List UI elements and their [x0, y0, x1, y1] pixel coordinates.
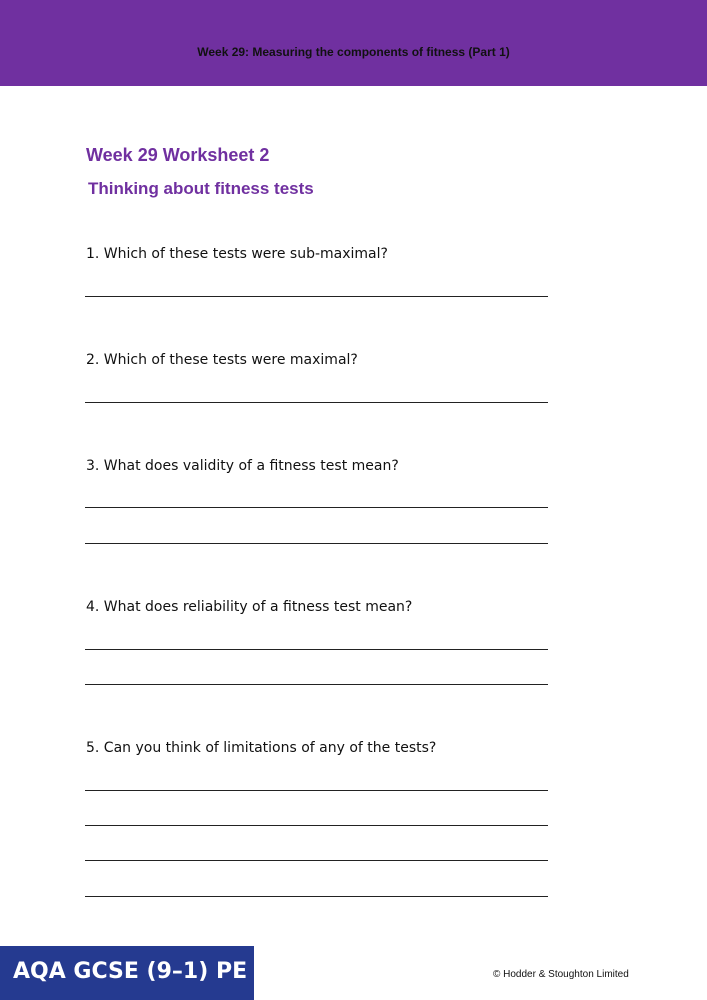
- page-header-banner: [0, 0, 707, 86]
- answer-line-q4-1[interactable]: [85, 649, 548, 650]
- question-3: 3. What does validity of a fitness test mean?: [86, 458, 399, 474]
- worksheet-title: Week 29 Worksheet 2: [86, 145, 270, 165]
- question-4: 4. What does reliability of a fitness test mean?: [86, 599, 413, 615]
- question-5: 5. Can you think of limitations of any of the tests?: [86, 740, 437, 756]
- answer-line-q1-1[interactable]: [85, 296, 548, 297]
- answer-line-q3-1[interactable]: [85, 507, 548, 508]
- course-badge-text: AQA GCSE (9–1) PE: [13, 959, 248, 984]
- question-2: 2. Which of these tests were maximal?: [86, 352, 358, 368]
- header-title: Week 29: Measuring the components of fitness (Part 1): [197, 45, 510, 59]
- answer-line-q4-2[interactable]: [85, 684, 548, 685]
- copyright-notice: © Hodder & Stoughton Limited: [493, 969, 629, 980]
- answer-line-q2-1[interactable]: [85, 402, 548, 403]
- answer-line-q5-3[interactable]: [85, 860, 548, 861]
- worksheet-subtitle: Thinking about fitness tests: [88, 179, 314, 198]
- answer-line-q5-2[interactable]: [85, 825, 548, 826]
- course-badge: [0, 946, 254, 1000]
- answer-line-q5-4[interactable]: [85, 896, 548, 897]
- answer-line-q3-2[interactable]: [85, 543, 548, 544]
- question-1: 1. Which of these tests were sub-maximal?: [86, 246, 388, 262]
- answer-line-q5-1[interactable]: [85, 790, 548, 791]
